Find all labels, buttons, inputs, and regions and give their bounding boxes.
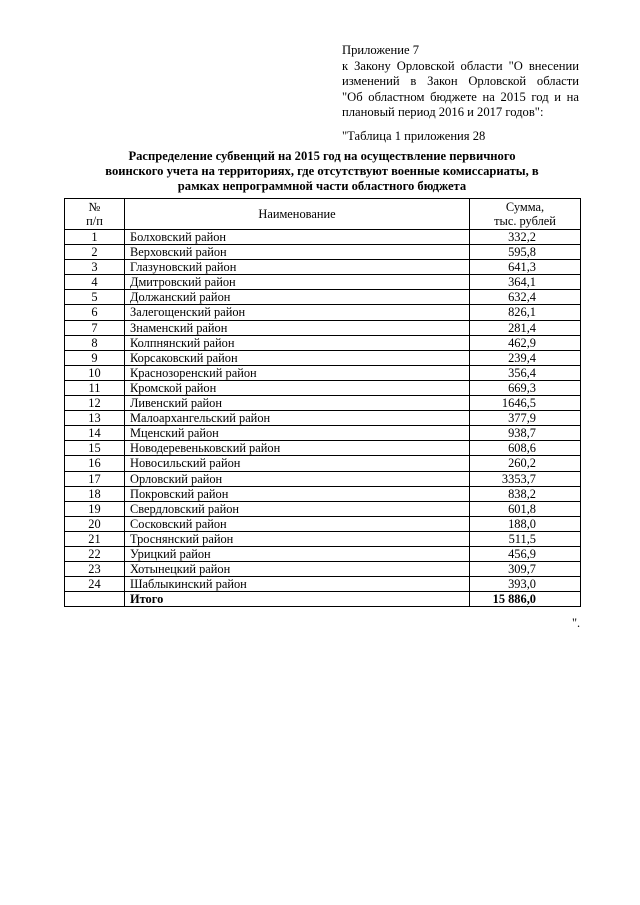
row-number: 14 <box>65 426 125 441</box>
row-sum: 641,3 <box>470 260 581 275</box>
row-number: 13 <box>65 411 125 426</box>
table-row <box>65 305 581 320</box>
total-row <box>65 592 581 607</box>
table-row <box>65 562 581 577</box>
row-district-name: Малоархангельский район <box>125 411 470 426</box>
row-district-name: Кромской район <box>125 380 470 395</box>
row-number: 11 <box>65 380 125 395</box>
row-number: 18 <box>65 486 125 501</box>
row-sum: 377,9 <box>470 411 581 426</box>
row-sum: 669,3 <box>470 380 581 395</box>
row-number: 17 <box>65 471 125 486</box>
row-number: 20 <box>65 516 125 531</box>
header-number-line-2: п/п <box>86 214 103 229</box>
title-line-3: рамках непрограммной части областного бюджета <box>177 179 467 194</box>
row-sum: 632,4 <box>470 290 581 305</box>
table-body <box>65 230 581 592</box>
row-sum: 239,4 <box>470 350 581 365</box>
appendix-law-line-4: плановый период 2016 и 2017 годов": <box>342 105 544 120</box>
row-district-name: Залегощенский район <box>125 305 470 320</box>
title-line-1: Распределение субвенций на 2015 год на осуществление первичного <box>128 149 516 163</box>
appendix-law-line-3: "Об областном бюджете на 2015 год и на <box>342 89 579 104</box>
row-district-name: Свердловский район <box>125 501 470 516</box>
row-sum: 260,2 <box>470 456 581 471</box>
row-district-name: Шаблыкинский район <box>125 577 470 592</box>
row-district-name: Новодеревеньковский район <box>125 441 470 456</box>
total-label: Итого <box>125 592 470 607</box>
table-row <box>65 531 581 546</box>
row-sum: 281,4 <box>470 320 581 335</box>
row-sum: 332,2 <box>470 230 581 245</box>
total-sum: 15 886,0 <box>470 592 581 607</box>
table-row <box>65 396 581 411</box>
table-row <box>65 516 581 531</box>
row-number: 6 <box>65 305 125 320</box>
table-row <box>65 441 581 456</box>
row-district-name: Покровский район <box>125 486 470 501</box>
row-district-name: Хотынецкий район <box>125 562 470 577</box>
row-number: 24 <box>65 577 125 592</box>
row-sum: 826,1 <box>470 305 581 320</box>
row-sum: 456,9 <box>470 546 581 561</box>
row-sum: 3353,7 <box>470 471 581 486</box>
row-sum: 1646,5 <box>470 396 581 411</box>
row-sum: 601,8 <box>470 501 581 516</box>
table-row <box>65 411 581 426</box>
row-district-name: Болховский район <box>125 230 470 245</box>
header-sum <box>470 199 581 230</box>
title-line-2: воинского учета на территориях, где отсутствуют военные комиссариаты, в <box>105 164 539 179</box>
table-row <box>65 275 581 290</box>
row-sum: 309,7 <box>470 562 581 577</box>
row-district-name: Орловский район <box>125 471 470 486</box>
header-sum-line-1: Сумма, <box>505 200 545 214</box>
row-sum: 511,5 <box>470 531 581 546</box>
table-row <box>65 290 581 305</box>
appendix-law-line-2: изменений в Закон Орловской области <box>342 74 579 89</box>
total-number-cell <box>65 592 125 607</box>
row-sum: 188,0 <box>470 516 581 531</box>
table-row <box>65 501 581 516</box>
appendix-header <box>342 43 579 145</box>
row-sum: 364,1 <box>470 275 581 290</box>
row-sum: 838,2 <box>470 486 581 501</box>
row-district-name: Верховский район <box>125 245 470 260</box>
row-number: 12 <box>65 396 125 411</box>
row-number: 21 <box>65 531 125 546</box>
row-district-name: Новосильский район <box>125 456 470 471</box>
subvention-table <box>64 198 581 607</box>
row-number: 8 <box>65 335 125 350</box>
row-sum: 356,4 <box>470 365 581 380</box>
row-district-name: Ливенский район <box>125 396 470 411</box>
row-district-name: Урицкий район <box>125 546 470 561</box>
table-row <box>65 380 581 395</box>
row-district-name: Колпнянский район <box>125 335 470 350</box>
table-row <box>65 471 581 486</box>
header-name: Наименование <box>125 199 470 230</box>
table-row <box>65 335 581 350</box>
appendix-number: Приложение 7 <box>342 43 420 57</box>
row-sum: 595,8 <box>470 245 581 260</box>
row-district-name: Дмитровский район <box>125 275 470 290</box>
row-district-name: Должанский район <box>125 290 470 305</box>
row-number: 10 <box>65 365 125 380</box>
row-number: 9 <box>65 350 125 365</box>
row-district-name: Глазуновский район <box>125 260 470 275</box>
row-number: 4 <box>65 275 125 290</box>
table-row <box>65 577 581 592</box>
table-row <box>65 320 581 335</box>
row-district-name: Мценский район <box>125 426 470 441</box>
row-number: 5 <box>65 290 125 305</box>
row-sum: 938,7 <box>470 426 581 441</box>
table-row <box>65 546 581 561</box>
row-number: 22 <box>65 546 125 561</box>
table-row <box>65 365 581 380</box>
row-number: 2 <box>65 245 125 260</box>
row-district-name: Троснянский район <box>125 531 470 546</box>
table-row <box>65 230 581 245</box>
row-district-name: Краснозоренский район <box>125 365 470 380</box>
row-sum: 462,9 <box>470 335 581 350</box>
row-district-name: Корсаковский район <box>125 350 470 365</box>
row-number: 19 <box>65 501 125 516</box>
table-row <box>65 245 581 260</box>
row-number: 16 <box>65 456 125 471</box>
row-number: 1 <box>65 230 125 245</box>
row-number: 23 <box>65 562 125 577</box>
header-number-line-1: № <box>88 200 101 214</box>
header-sum-line-2: тыс. рублей <box>494 214 556 229</box>
document-title <box>64 149 580 195</box>
closing-quote-mark: ". <box>572 616 581 630</box>
row-number: 3 <box>65 260 125 275</box>
row-number: 15 <box>65 441 125 456</box>
table-row <box>65 456 581 471</box>
appendix-table-reference: "Таблица 1 приложения 28 <box>342 128 486 143</box>
table-row <box>65 350 581 365</box>
row-district-name: Сосковский район <box>125 516 470 531</box>
table-row <box>65 260 581 275</box>
header-number <box>65 199 125 230</box>
row-sum: 608,6 <box>470 441 581 456</box>
table-header-row <box>65 199 581 230</box>
appendix-law-line-1: к Закону Орловской области "О внесении <box>342 58 579 73</box>
table-row <box>65 426 581 441</box>
row-number: 7 <box>65 320 125 335</box>
row-sum: 393,0 <box>470 577 581 592</box>
row-district-name: Знаменский район <box>125 320 470 335</box>
table-row <box>65 486 581 501</box>
